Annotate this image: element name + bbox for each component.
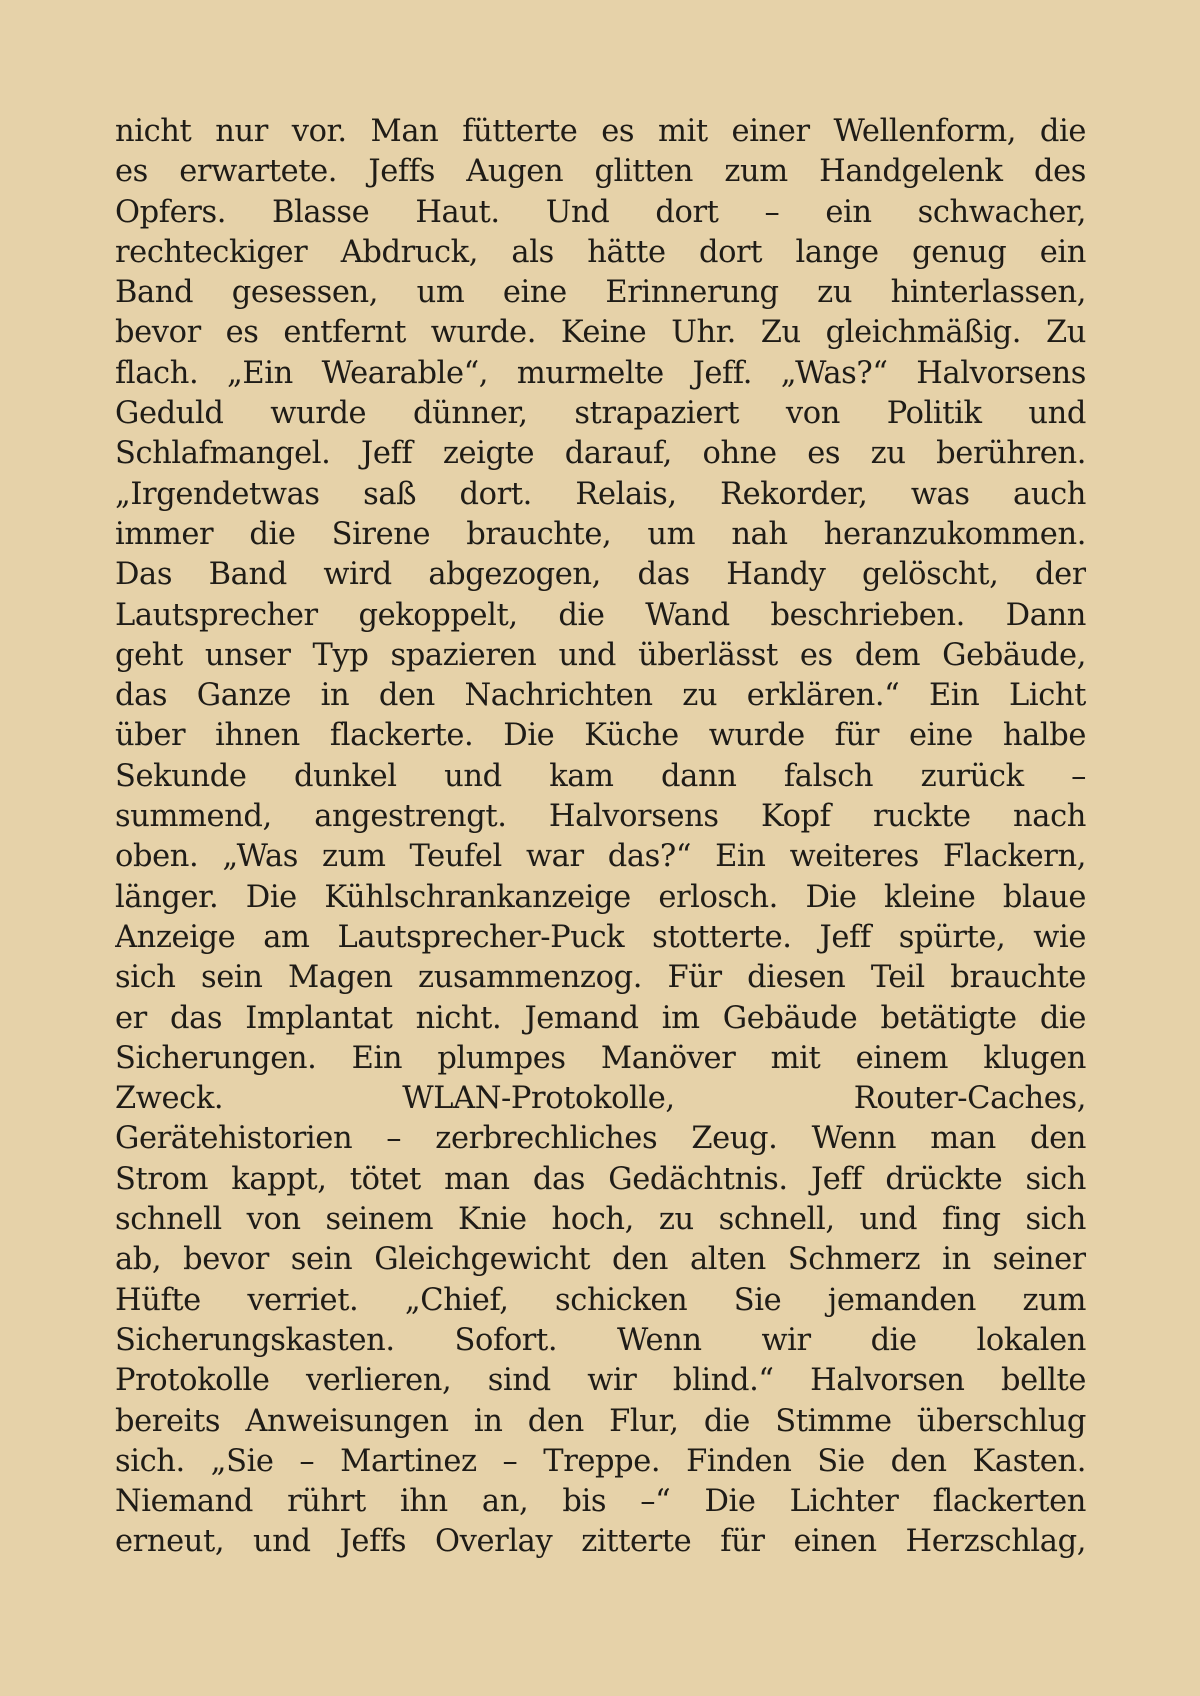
text-line: ab, bevor sein Gleichgewicht den alten Schmerz in seiner [115, 1242, 1086, 1278]
text-line: länger. Die Kühlschrankanzeige erlosch. Die kleine blaue [115, 879, 1086, 915]
text-line: Sekunde dunkel und kam dann falsch zurück – [115, 758, 1086, 794]
text-line: das Ganze in den Nachrichten zu erklären.“ Ein Licht [115, 678, 1086, 714]
text-line: „Irgendetwas saß dort. Relais, Rekorder, was auch [115, 476, 1086, 512]
text-line: flach. „Ein Wearable“, murmelte Jeff. „Was?“ Halvorsens [115, 355, 1086, 391]
text-line: bevor es entfernt wurde. Keine Uhr. Zu gleichmäßig. Zu [115, 315, 1086, 351]
text-line: Lautsprecher gekoppelt, die Wand beschrieben. Dann [115, 597, 1086, 633]
text-line: Geduld wurde dünner, strapaziert von Politik und [115, 396, 1086, 432]
text-line: Protokolle verlieren, sind wir blind.“ Halvorsen bellte [115, 1363, 1086, 1399]
text-line: summend, angestrengt. Halvorsens Kopf ruckte nach [115, 799, 1086, 835]
text-line: Hüfte verriet. „Chief, schicken Sie jemanden zum [115, 1282, 1086, 1318]
text-line: immer die Sirene brauchte, um nah heranzukommen. [115, 516, 1086, 552]
text-line: Gerätehistorien – zerbrechliches Zeug. Wenn man den [115, 1121, 1086, 1157]
text-line: Opfers. Blasse Haut. Und dort – ein schwacher, [115, 194, 1086, 230]
text-line: Anzeige am Lautsprecher-Puck stotterte. Jeff spürte, wie [115, 919, 1086, 955]
text-line: es erwartete. Jeffs Augen glitten zum Handgelenk des [115, 154, 1086, 190]
text-line: sich. „Sie – Martinez – Treppe. Finden Sie den Kasten. [115, 1443, 1086, 1479]
book-page [115, 112, 1086, 1612]
text-line: sich sein Magen zusammenzog. Für diesen Teil brauchte [115, 960, 1086, 996]
text-line: Sicherungen. Ein plumpes Manöver mit einem klugen [115, 1040, 1086, 1076]
text-line: über ihnen flackerte. Die Küche wurde für eine halbe [115, 718, 1086, 754]
body-text [115, 112, 1086, 1563]
text-line: Strom kappt, tötet man das Gedächtnis. Jeff drückte sich [115, 1161, 1086, 1197]
text-line: er das Implantat nicht. Jemand im Gebäude betätigte die [115, 1000, 1086, 1036]
text-line: Zweck. WLAN-Protokolle, Router-Caches, [115, 1081, 1086, 1117]
text-line: rechteckiger Abdruck, als hätte dort lange genug ein [115, 234, 1086, 270]
text-line: Schlafmangel. Jeff zeigte darauf, ohne es zu berühren. [115, 436, 1086, 472]
text-line: Das Band wird abgezogen, das Handy gelöscht, der [115, 557, 1086, 593]
text-line: oben. „Was zum Teufel war das?“ Ein weiteres Flackern, [115, 839, 1086, 875]
text-line: Niemand rührt ihn an, bis –“ Die Lichter flackerten [115, 1484, 1086, 1520]
text-line: schnell von seinem Knie hoch, zu schnell, und fing sich [115, 1202, 1086, 1238]
text-line: Band gesessen, um eine Erinnerung zu hinterlassen, [115, 275, 1086, 311]
text-line: geht unser Typ spazieren und überlässt es dem Gebäude, [115, 637, 1086, 673]
text-line: bereits Anweisungen in den Flur, die Stimme überschlug [115, 1403, 1086, 1439]
text-line: nicht nur vor. Man fütterte es mit einer Wellenform, die [115, 114, 1086, 149]
text-line: Sicherungskasten. Sofort. Wenn wir die lokalen [115, 1322, 1086, 1358]
text-line: erneut, und Jeffs Overlay zitterte für einen Herzschlag, [115, 1524, 1086, 1560]
